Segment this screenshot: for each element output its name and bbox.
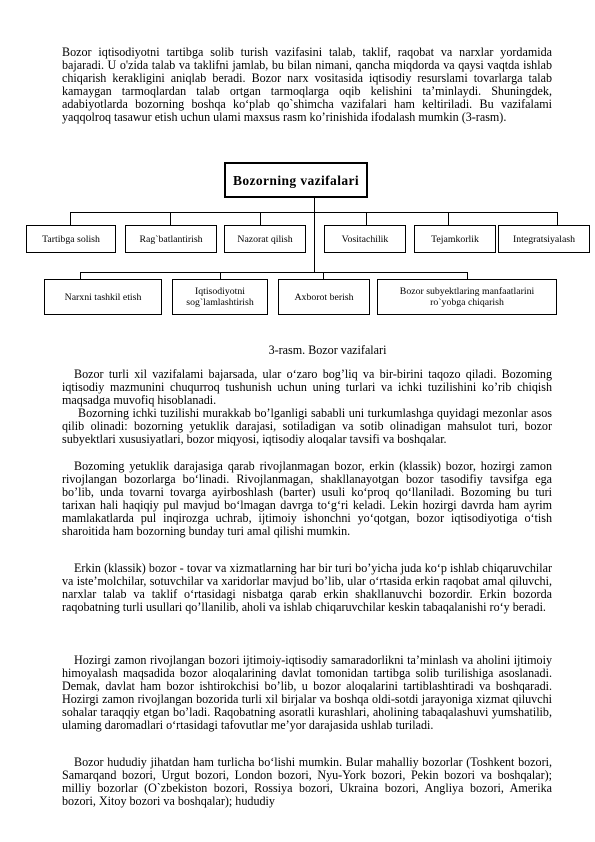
connector-row1-drop [260, 212, 261, 226]
connector-row2-drop [80, 272, 81, 279]
box-iqtisodiyotni-soglamlashtirish: Iqtisodiyotni sog`lamlashtirish [172, 279, 268, 315]
body-paragraph: Hozirgi zamon rivojlangan bozori ijtimoiy-iqtisodiy samaradorlikni ta’minlash va aholini ijtimoiy himoyalash maqsadida bozor aloqalarining davlat tomonidan tartibga solib turilishiga asoslanadi. Demak, davlat ham bozor ishtirokchisi bo’lib, u bozor aloqalarini tartiblashtiradi va boshqaradi. Hozirgi zamon rivojlangan bozorida turli xil birjalar va boshqa oldi-sotdi jarayoniga xizmat qiluvchi sohalar taraqqiy etgan bo’ladi. Raqobatning asoratli kurashlari, aholining tabaqalashuvi yumshatilib, ulaming daromadlari o‘rtasidagi tafovutlar me’yor darajasida ushlab turiladi. [62, 653, 552, 732]
diagram-title-box: Bozorning vazifalari [224, 162, 368, 198]
figure-caption: 3-rasm. Bozor vazifalari [268, 343, 387, 357]
connector-row1-drop [366, 212, 367, 226]
box-narxni-tashkil-etish: Narxni tashkil etish [44, 279, 162, 315]
box-tejamkorlik: Tejamkorlik [414, 225, 496, 253]
connector-row2-drop [323, 272, 324, 279]
body-paragraph: Erkin (klassik) bozor - tovar va xizmatlarning har bir turi bo’yicha juda ko‘p ishlab chiqaruvchilar va iste’molchilar, sotuvchilar va xaridorlar mavjud bo’lib, ular o‘rtasida erkin raqobat amal qiluvchi, narxlar talab va taklif o‘rtasidagi nisbatga qarab erkin shakllanuvchi bozordir. Erkin bozorda raqobatning turli usullari qo’llanilib, aholi va ishlab chiqaruvchilar keskin tabaqalanishi ro‘y beradi. [62, 561, 552, 614]
connector-row2-drop [467, 272, 468, 279]
connector-row1-drop [448, 212, 449, 226]
box-axborot-berish: Axborot berish [278, 279, 370, 315]
connector-row1-drop [170, 212, 171, 226]
functions-diagram [0, 160, 595, 320]
intro-paragraph: Bozor iqtisodiyotni tartibga solib turish vazifasini talab, taklif, raqobat va narxlar yordamida bajaradi. U o'zida talab va taklifni jamlab, bu bilan nimani, qancha miqdorda va qaysi vaqtda ishlab chiqarish kerakligini aniqlab beradi. Bozor narx vositasida iqtisodiy resurslami tovarlarga talab kamaygan tarmoqlardan talab ortgan tarmoqlarga oqib kelishini ta’minlaydi. Shuningdek, adabiyotlarda bozorning boshqa ko‘plab qo`shimcha vazifalari ham keltiriladi. Bu vazifalami yaqqolroq tasawur etish uchun ulami maxsus rasm ko’rinishida ifodalash mumkin (3-rasm). [62, 45, 552, 124]
connector-row2-horizontal [80, 272, 468, 273]
box-nazorat-qilish: Nazorat qilish [224, 225, 306, 253]
connector-row1-drop [70, 212, 71, 226]
connector-row2-drop [220, 272, 221, 279]
body-paragraph: Bozor turli xil vazifalami bajarsada, ular o‘zaro bog’liq va bir-birini taqozo qiladi. Bozoming iqtisodiy mazmunini chuqurroq tushunish uchun uning turlari va ichki tuzilishini ko’rib chiqish maqsadga muvofiq hisoblanadi. [62, 367, 552, 407]
body-paragraph: Bozoming yetuklik darajasiga qarab rivojlanmagan bozor, erkin (klassik) bozor, hozirgi zamon rivojlangan bozorlarga bo‘linadi. Rivojlanmagan, shakllanayotgan bozor tasodifiy tavsifga ega bo’lib, unda tovarni tovarga ayirboshlash (barter) usuli ko‘proq qo‘llaniladi. Bozoming bu turi tarixan hali haqiqiy pul mavjud bo‘lmagan davrga to‘g‘ri keladi. Lekin hozirgi davrda ham ayrim mamlakatlarda pul inqirozga uchrab, ijtimoiy ishonchni yo‘qotgan, bozor iqtisodiyotiga o‘tish sharoitida ham bozorning bunday turi amal qilishi mumkin. [62, 459, 552, 538]
connector-row1-drop [557, 212, 558, 226]
body-paragraph: Bozorning ichki tuzilishi murakkab bo’lganligi sababli uni turkumlashga quyidagi mezonlar asos qilib olinadi: bozorning yetuklik darajasi, sotiladigan va sotib olinadigan mahsulot turi, bozor subyektlari xususiyatlari, bozor miqyosi, iqtisodiy aloqalar tavsifi va boshqalar. [62, 406, 552, 446]
box-bozor-subyektlari: Bozor subyektlaring manfaatlarini ro`yobga chiqarish [377, 279, 557, 315]
box-ragbatlantirish: Rag`batlantirish [125, 225, 217, 253]
box-tartibga-solish: Tartibga solish [26, 225, 116, 253]
connector-row1-horizontal [70, 212, 558, 213]
connector-vertical-main [314, 198, 315, 272]
box-integratsiyalash: Integratsiyalash [498, 225, 590, 253]
box-vositachilik: Vositachilik [324, 225, 406, 253]
body-paragraph: Bozor hududiy jihatdan ham turlicha bo‘lishi mumkin. Bular mahalliy bozorlar (Toshkent bozori, Samarqand bozori, Urgut bozori, London bozori, Nyu-York bozori, Pekin bozori va boshqalar); milliy bozorlar (O`zbekiston bozori, Rossiya bozori, Ukraina bozori, Angliya bozori, Amerika bozori, Xitoy bozori va boshqalar); hududiy [62, 755, 552, 808]
